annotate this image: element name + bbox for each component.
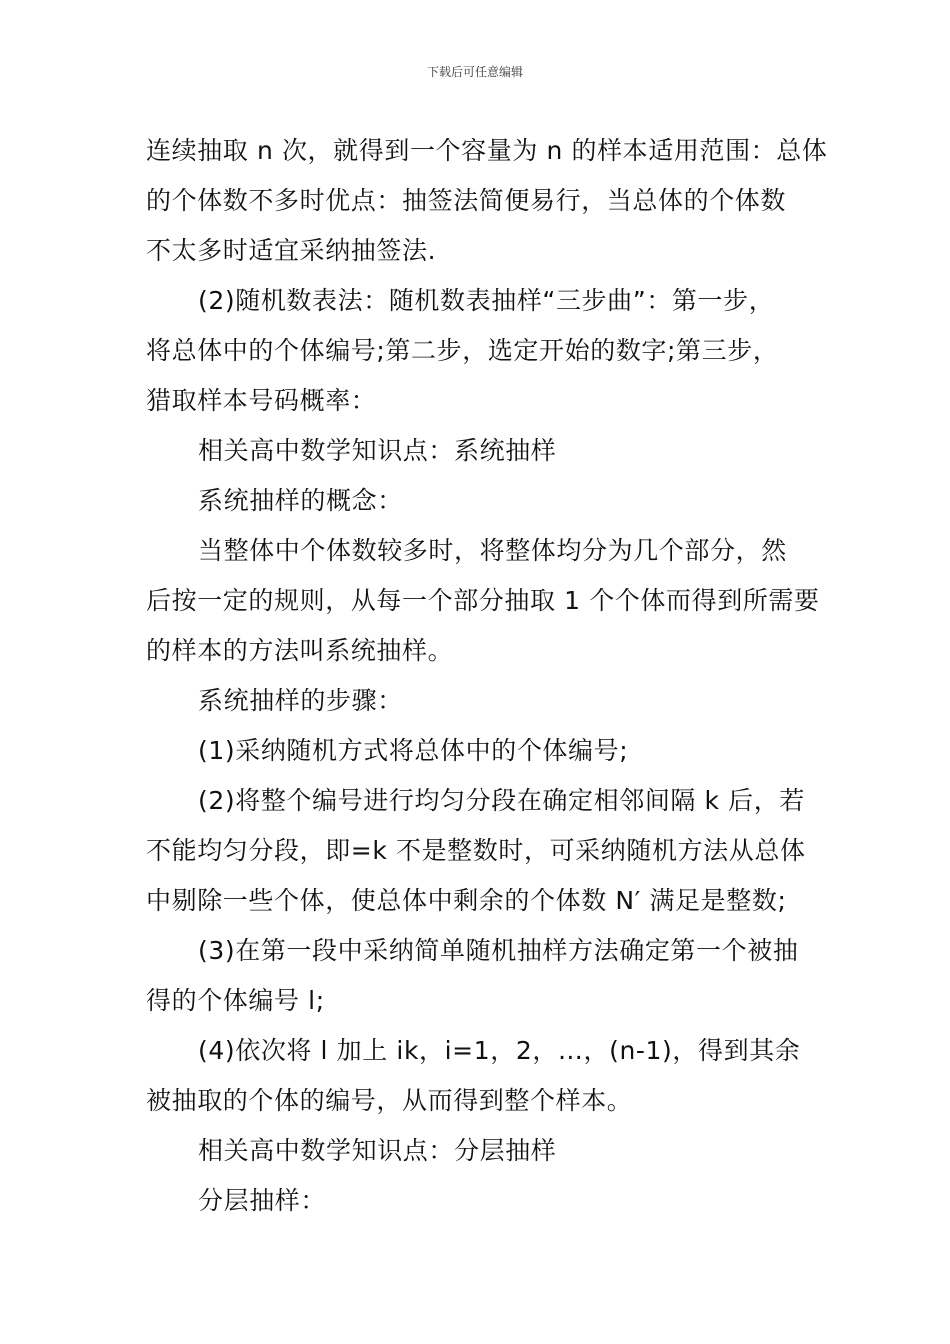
text-line: 后按一定的规则，从每一个部分抽取 1 个个体而得到所需要 (146, 586, 820, 615)
text-line: 的样本的方法叫系统抽样。 (146, 636, 454, 665)
section-heading: 相关高中数学知识点：分层抽样 (198, 1136, 557, 1165)
text-line: 当整体中个体数较多时，将整体均分为几个部分，然 (198, 536, 787, 565)
text-line: 将总体中的个体编号;第二步，选定开始的数字;第三步， (146, 336, 779, 365)
list-item: (1)采纳随机方式将总体中的个体编号; (198, 736, 629, 765)
section-heading: 相关高中数学知识点：系统抽样 (198, 436, 557, 465)
text-line: (2)随机数表法：随机数表抽样“三步曲”：第一步， (198, 286, 775, 315)
text-line: 中剔除一些个体，使总体中剩余的个体数 N′ 满足是整数; (146, 886, 787, 915)
subheading: 分层抽样： (198, 1186, 327, 1215)
text-line: 得的个体编号 l; (146, 986, 325, 1015)
list-item: (4)依次将 l 加上 ik，i=1，2，…，(n-1)，得到其余 (198, 1036, 801, 1065)
subheading: 系统抽样的步骤： (198, 686, 403, 715)
document-body (146, 126, 828, 1226)
subheading: 系统抽样的概念： (198, 486, 403, 515)
text-line: 不太多时适宜采纳抽签法. (146, 236, 437, 265)
list-item: (3)在第一段中采纳简单随机抽样方法确定第一个被抽 (198, 936, 799, 965)
text-line: 的个体数不多时优点：抽签法简便易行，当总体的个体数 (146, 186, 787, 215)
list-item: (2)将整个编号进行均匀分段在确定相邻间隔 k 后，若 (198, 786, 805, 815)
text-line: 连续抽取 n 次，就得到一个容量为 n 的样本适用范围：总体 (146, 136, 828, 165)
header-note: 下载后可任意编辑 (426, 65, 523, 79)
text-line: 猎取样本号码概率： (146, 386, 377, 415)
text-line: 被抽取的个体的编号，从而得到整个样本。 (146, 1086, 633, 1115)
text-line: 不能均匀分段，即=k 不是整数时，可采纳随机方法从总体 (146, 836, 806, 865)
